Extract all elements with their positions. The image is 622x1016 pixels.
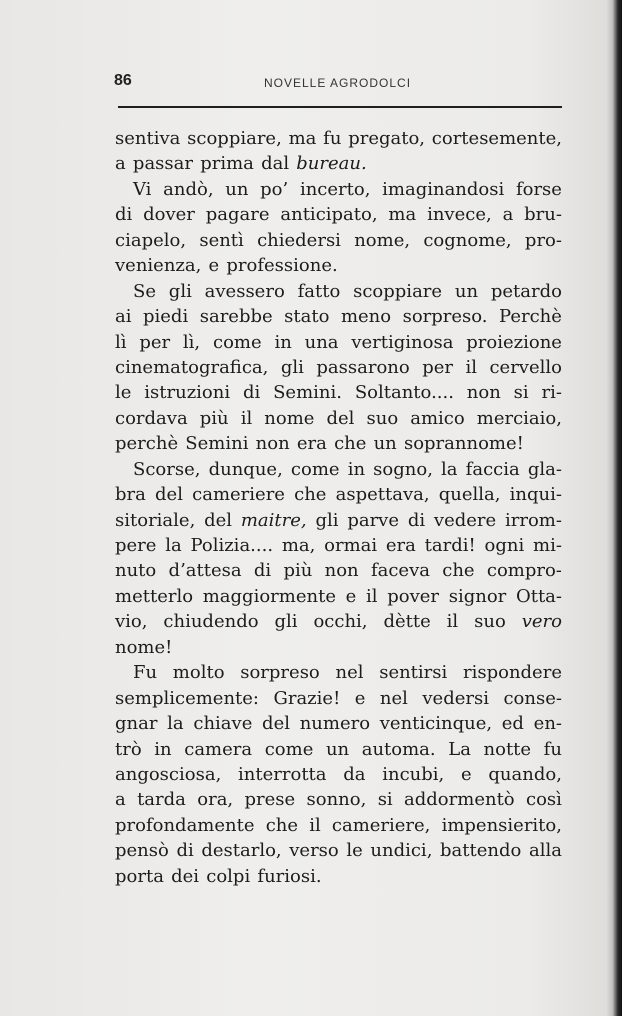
text-line	[115, 508, 562, 533]
word: la	[441, 458, 458, 480]
word: tarda	[137, 789, 186, 811]
word: colpi	[206, 865, 251, 887]
text-line	[115, 813, 562, 838]
word: ma	[388, 204, 417, 226]
word: e	[461, 763, 472, 785]
word: ai	[115, 306, 132, 328]
word: metterlo	[115, 585, 194, 607]
word: dei	[171, 865, 200, 887]
word: che	[334, 433, 367, 455]
word: en-	[533, 713, 562, 735]
running-title: NOVELLE AGRODOLCI	[264, 76, 412, 90]
word: ora,	[197, 789, 234, 811]
word: ed	[501, 713, 524, 735]
word: prese	[244, 789, 296, 811]
word: gla-	[527, 458, 562, 480]
word: si	[377, 789, 393, 811]
word: faccia	[465, 458, 520, 480]
word: gli	[280, 356, 304, 378]
word: ma,	[281, 535, 316, 556]
word: pere	[115, 535, 157, 556]
word: di	[115, 204, 133, 226]
word: ciapelo,	[115, 229, 187, 251]
word: cervello	[489, 356, 562, 378]
word: imaginandosi	[382, 178, 505, 200]
word: passar	[132, 153, 193, 175]
text-line	[115, 330, 562, 355]
word: in	[154, 738, 172, 760]
word: numero	[299, 713, 371, 735]
text-line	[115, 533, 562, 558]
word: pover	[387, 585, 440, 607]
word: ma	[288, 128, 317, 149]
word: il	[309, 814, 321, 836]
word: Otta-	[515, 585, 562, 607]
text-line	[115, 355, 562, 380]
word: porta	[115, 865, 164, 887]
word: un	[454, 280, 479, 302]
word: vedere	[433, 509, 497, 531]
word: ogni	[484, 535, 525, 556]
word: sitoriale,	[115, 509, 196, 531]
word: Fu	[133, 662, 158, 684]
text-line	[115, 151, 562, 176]
word: che	[442, 560, 475, 582]
word: che	[294, 484, 327, 506]
word: istruzioni	[144, 382, 231, 404]
text-line	[115, 838, 562, 863]
body-text	[115, 126, 562, 889]
word: dal	[261, 153, 290, 175]
page-edge-shadow	[606, 0, 622, 1016]
word: perchè	[115, 433, 179, 455]
word: Soltanto....	[354, 382, 454, 404]
text-line	[115, 431, 562, 456]
word: un	[373, 433, 397, 455]
word: undici,	[370, 840, 433, 862]
word: molto	[172, 662, 225, 684]
word: vero	[521, 611, 562, 633]
word: faceva	[370, 560, 430, 582]
word: come	[212, 331, 262, 353]
word: e	[208, 255, 220, 277]
word: Scorse,	[133, 458, 201, 480]
word: fu	[323, 128, 342, 149]
word: suo	[474, 611, 506, 633]
word: nome,	[354, 229, 411, 251]
word: Polizia....	[190, 535, 274, 556]
word: prima	[200, 153, 254, 175]
text-line	[115, 762, 562, 787]
word: le	[115, 382, 132, 404]
word: destarlo,	[201, 840, 282, 862]
word: nel	[379, 687, 408, 709]
word: sonno,	[306, 789, 367, 811]
word: sentirsi	[379, 662, 448, 684]
word: gli	[315, 509, 339, 531]
word: scoppiare	[353, 280, 443, 302]
word: gli	[274, 611, 298, 633]
word: bureau.	[296, 153, 367, 175]
word: nome	[264, 407, 315, 429]
word: e	[345, 585, 357, 607]
text-line	[115, 558, 562, 583]
word: Perchè	[499, 306, 562, 328]
word: si	[513, 382, 529, 404]
word: dètte	[383, 611, 431, 633]
word: forse	[515, 178, 562, 200]
word: e	[354, 687, 366, 709]
word: rispondere	[462, 662, 562, 684]
word: in	[274, 331, 292, 353]
word: parve	[347, 509, 399, 531]
word: nuto	[115, 560, 157, 582]
word: a	[502, 204, 514, 226]
word: così	[525, 789, 562, 811]
header-rule	[118, 106, 562, 108]
word: notte	[483, 738, 532, 760]
word: il	[465, 356, 477, 378]
word: lì	[115, 331, 127, 353]
word: occhi,	[313, 611, 368, 633]
word: del	[326, 407, 355, 429]
text-line	[115, 864, 562, 889]
word: Vi	[133, 178, 152, 200]
word: conse-	[503, 687, 562, 709]
word: sentiva	[115, 128, 181, 149]
word: le	[346, 840, 363, 862]
text-line	[115, 126, 562, 151]
word: venienza,	[115, 255, 202, 277]
word: cortesemente,	[431, 128, 562, 149]
text-line	[115, 635, 562, 660]
word: cognome,	[423, 229, 512, 251]
word: di	[407, 509, 426, 531]
word: trò	[115, 738, 142, 760]
word: vertiginosa	[351, 331, 454, 353]
word: non	[255, 433, 290, 455]
word: non	[324, 560, 359, 582]
word: verso	[289, 840, 339, 862]
word: una	[304, 331, 339, 353]
word: venticinque,	[379, 713, 493, 735]
word: mi-	[533, 535, 562, 556]
word: del	[262, 713, 290, 735]
word: profondamente	[115, 814, 255, 836]
word: del	[155, 484, 183, 506]
word: che	[265, 814, 299, 836]
word: incubi,	[382, 763, 445, 785]
word: po’	[260, 178, 289, 200]
word: più	[283, 560, 313, 582]
word: non	[466, 382, 501, 404]
word: vio,	[115, 611, 148, 633]
word: cameriere,	[331, 814, 431, 836]
text-line	[115, 787, 562, 812]
word: amico	[410, 407, 465, 429]
word: di	[242, 382, 261, 404]
word: bru-	[524, 204, 562, 226]
word: semplicemente:	[115, 687, 259, 709]
word: di	[176, 840, 194, 862]
word: d’attesa	[168, 560, 242, 582]
word: per	[139, 331, 171, 353]
word: più	[199, 407, 229, 429]
word: ri-	[541, 382, 562, 404]
word: compro-	[486, 560, 562, 582]
word: tardi!	[424, 535, 476, 556]
text-line	[115, 686, 562, 711]
word: bra	[115, 484, 146, 506]
word: ormai	[324, 535, 378, 556]
word: invece,	[427, 204, 492, 226]
word: come	[264, 738, 314, 760]
word: sorpreso	[240, 662, 320, 684]
text-line	[115, 279, 562, 304]
word: chiudendo	[163, 611, 259, 633]
word: sarebbe	[199, 306, 273, 328]
text-line	[115, 177, 562, 202]
word: scoppiare,	[187, 128, 282, 149]
word: cordava	[115, 407, 188, 429]
text-line	[115, 584, 562, 609]
word: nel	[335, 662, 364, 684]
word: alla	[528, 840, 562, 862]
word: inqui-	[509, 484, 562, 506]
word: la	[165, 535, 182, 556]
text-line	[115, 406, 562, 431]
word: impensierito,	[441, 814, 562, 836]
word: Semini	[185, 433, 249, 455]
word: aspettava,	[335, 484, 430, 506]
word: di	[253, 560, 272, 582]
word: La	[448, 738, 471, 760]
word: come	[290, 458, 340, 480]
word: maitre,	[240, 509, 307, 531]
word: maggiormente	[202, 585, 336, 607]
word: fu	[543, 738, 562, 760]
word: professione.	[226, 255, 338, 277]
word: furiosi.	[257, 865, 322, 887]
word: da	[343, 763, 366, 785]
word: gnar	[115, 713, 158, 735]
word: angosciosa,	[115, 763, 222, 785]
word: il	[240, 407, 253, 429]
word: andò,	[163, 178, 214, 200]
word: dover	[143, 204, 195, 226]
word: interrotta	[238, 763, 327, 785]
text-line	[115, 737, 562, 762]
word: la	[167, 713, 184, 735]
word: era	[296, 433, 327, 455]
word: petardo	[490, 280, 562, 302]
word: nome!	[115, 636, 173, 658]
word: anticipato,	[280, 204, 378, 226]
word: cinematografica,	[115, 356, 269, 378]
word: un	[325, 738, 350, 760]
word: sogno,	[373, 458, 433, 480]
word: soprannome!	[403, 433, 524, 455]
word: fatto	[297, 280, 341, 302]
word: proiezione	[466, 331, 562, 353]
word: chiave	[193, 713, 253, 735]
text-line	[115, 711, 562, 736]
page-number: 86	[114, 72, 132, 89]
word: chiedersi	[257, 229, 341, 251]
text-line	[115, 609, 562, 634]
word: dunque,	[208, 458, 283, 480]
word: pro-	[524, 229, 562, 251]
word: Semini.	[273, 382, 342, 404]
word: avessero	[204, 280, 285, 302]
word: quando,	[488, 763, 562, 785]
text-line	[115, 228, 562, 253]
word: pensò	[115, 840, 169, 862]
word: addormentò	[404, 789, 515, 811]
word: a	[115, 153, 126, 175]
word: in	[347, 458, 366, 480]
word: era	[385, 535, 416, 556]
word: stato	[284, 306, 330, 328]
word: automa.	[361, 738, 436, 760]
page-header	[114, 72, 562, 96]
text-line	[115, 253, 562, 278]
word: sentì	[199, 229, 244, 251]
word: passarono	[316, 356, 410, 378]
word: quella,	[438, 484, 501, 506]
word: per	[422, 356, 453, 378]
text-line	[115, 660, 562, 685]
word: vedersi	[422, 687, 489, 709]
text-line	[115, 202, 562, 227]
word: piedi	[143, 306, 189, 328]
word: irrom-	[504, 509, 562, 531]
text-line	[115, 380, 562, 405]
word: il	[446, 611, 459, 633]
word: merciaio,	[476, 407, 562, 429]
text-line	[115, 457, 562, 482]
word: sorpreso.	[402, 306, 488, 328]
word: pregato,	[348, 128, 426, 149]
word: Grazie!	[273, 687, 341, 709]
word: camera	[184, 738, 253, 760]
text-line	[115, 482, 562, 507]
word: lì,	[182, 331, 201, 353]
word: cameriere	[192, 484, 285, 506]
word: a	[115, 789, 126, 811]
word: pagare	[205, 204, 270, 226]
word: il	[366, 585, 378, 607]
word: un	[225, 178, 249, 200]
word: gli	[168, 280, 192, 302]
word: battendo	[440, 840, 522, 862]
word: signor	[448, 585, 507, 607]
word: del	[204, 509, 233, 531]
word: meno	[340, 306, 392, 328]
word: suo	[366, 407, 399, 429]
word: incerto,	[299, 178, 371, 200]
word: Se	[133, 280, 156, 302]
text-line	[115, 304, 562, 329]
